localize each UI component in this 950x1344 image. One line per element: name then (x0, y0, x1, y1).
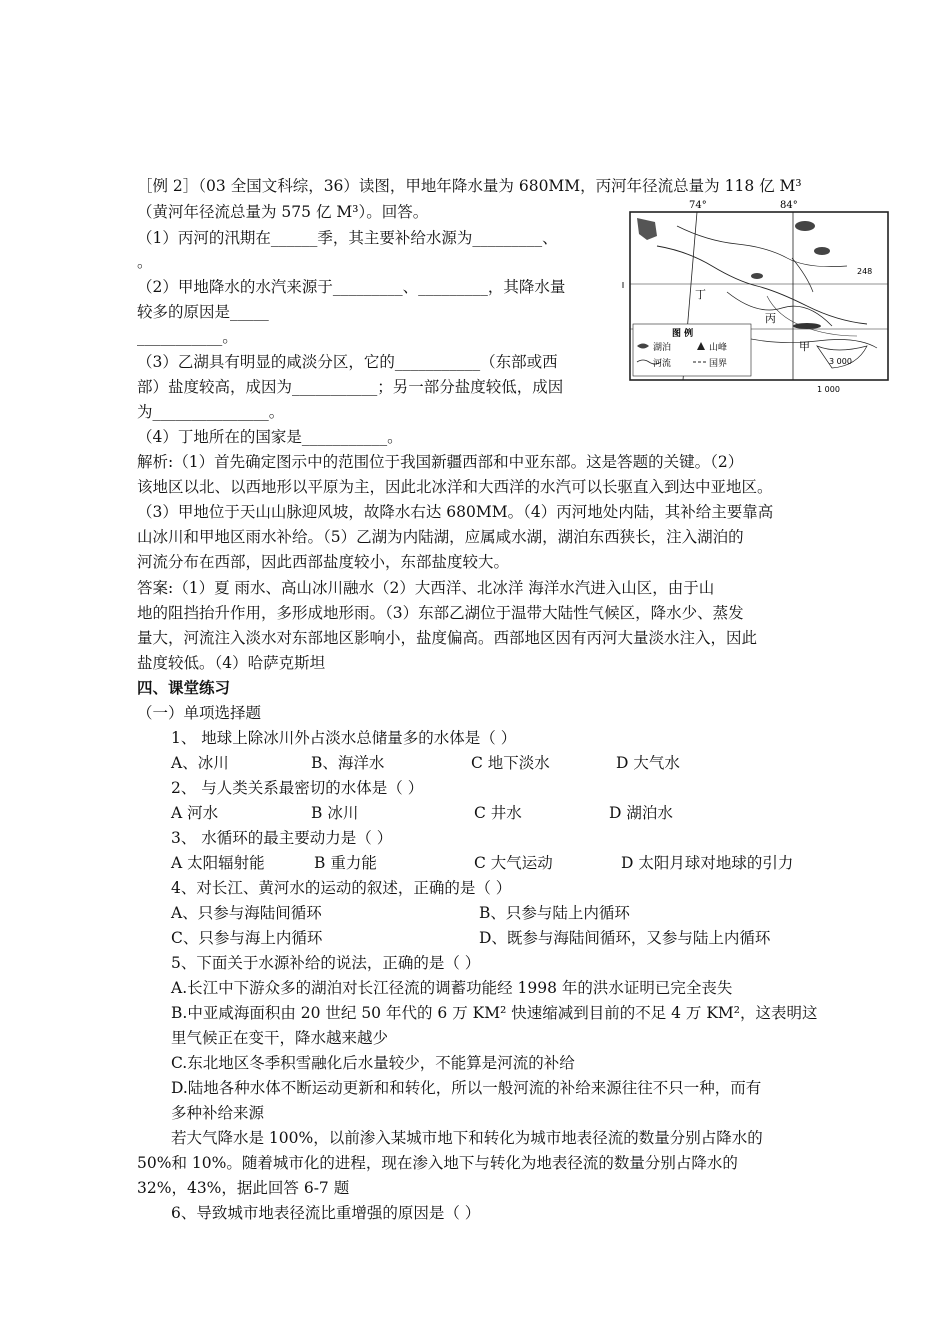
map-figure (617, 196, 892, 396)
q2-option-b: B 冰川 (311, 804, 359, 822)
passage-line-3: 32%，43%，据此回答 6-7 题 (137, 1179, 350, 1197)
analysis-line-5: 河流分布在西部，因此西部盐度较小，东部盐度较大。 (137, 553, 510, 571)
map-label-jia: 甲 (799, 340, 810, 353)
subsection-heading: （一）单项选择题 (137, 704, 262, 722)
example-q1b: 。 (137, 253, 153, 271)
q3-option-a: A 太阳辐射能 (171, 854, 265, 872)
question-6: 6、导致城市地表径流比重增强的原因是（ ） (171, 1204, 481, 1222)
example-q3b: 部）盐度较高，成因为___________；另一部分盐度较低，成因 (137, 378, 564, 396)
q5-option-b-line-1: B.中亚咸海面积由 20 世纪 50 年代的 6 万 KM² 快速缩减到目前的不足 4 万 KM²，这表明这 (171, 1004, 818, 1022)
answer-line-4: 盐度较低。（4）哈萨克斯坦 (137, 654, 326, 672)
analysis-line-1: 解析:（1）首先确定图示中的范围位于我国新疆西部和中亚东部。这是答题的关键。（2） (137, 453, 744, 471)
answer-line-2: 地的阻挡抬升作用，多形成地形雨。（3）东部乙湖位于温带大陆性气候区，降水少、蒸发 (137, 604, 744, 622)
q5-option-d-line-2: 多种补给来源 (171, 1104, 265, 1122)
question-1: 1、 地球上除冰川外占淡水总储量多的水体是（ ） (171, 729, 517, 747)
q3-option-d: D 太阳月球对地球的引力 (621, 854, 794, 872)
example-line-1: ［例 2］（03 全国文科综，36）读图，甲地年降水量为 680MM，丙河年径流总量为 118 亿 M³ (137, 177, 802, 195)
q2-option-a: A 河水 (171, 804, 219, 822)
map-lon-84: 84° (780, 200, 798, 211)
section-heading: 四、课堂练习 (137, 679, 231, 697)
q4-option-c: C、只参与海上内循环 (171, 929, 323, 947)
map-peak-248: 248 (857, 267, 873, 276)
example-q3c: 为_______________。 (137, 403, 285, 421)
example-q2b: 较多的原因是_____ (137, 303, 269, 321)
q1-option-d: D 大气水 (616, 754, 680, 772)
example-q4: （4）丁地所在的国家是___________。 (137, 428, 403, 446)
map-legend-title: 图 例 (672, 329, 694, 339)
passage-line-2: 50%和 10%。随着城市化的进程，现在渗入地下与转化为地表径流的数量分别占降水的 (137, 1154, 738, 1172)
example-line-2: （黄河年径流总量为 575 亿 M³）。回答。 (137, 203, 429, 221)
question-4: 4、对长江、黄河水的运动的叙述，正确的是（ ） (171, 879, 512, 897)
example-q2: （2）甲地降水的水汽来源于_________、_________，其降水量 (137, 278, 566, 296)
q4-option-d: D、既参与海陆间循环，又参与陆上内循环 (479, 929, 771, 947)
map-contour-3000: 3 000 (829, 357, 852, 366)
answer-line-3: 量大，河流注入淡水对东部地区影响小，盐度偏高。西部地区因有丙河大量淡水注入，因此 (137, 629, 758, 647)
question-5: 5、下面关于水源补给的说法，正确的是（ ） (171, 954, 481, 972)
map-legend-border: 国界 (709, 359, 728, 369)
q4-option-b: B、只参与陆上内循环 (479, 904, 630, 922)
analysis-line-2: 该地区以北、以西地形以平原为主，因此北冰洋和大西洋的水汽可以长驱直入到达中亚地区。 (137, 478, 773, 496)
question-2: 2、 与人类关系最密切的水体是（ ） (171, 779, 424, 797)
q5-option-b-line-2: 里气候正在变干，降水越来越少 (171, 1029, 389, 1047)
map-legend-peak: 山峰 (709, 343, 728, 353)
question-3: 3、 水循环的最主要动力是（ ） (171, 829, 393, 847)
example-q1: （1）丙河的汛期在______季，其主要补给水源为_________、 (137, 229, 558, 247)
q1-option-a: A、冰川 (171, 754, 229, 772)
analysis-line-4: 山冰川和甲地区雨水补给。（5）乙湖为内陆湖，应属咸水湖，湖泊东西狭长，注入湖泊的 (137, 528, 744, 546)
map-label-bing: 丙 (765, 312, 776, 325)
q3-option-c: C 大气运动 (474, 854, 553, 872)
q4-option-a: A、只参与海陆间循环 (171, 904, 322, 922)
q2-option-c: C 井水 (474, 804, 522, 822)
q5-option-c: C.东北地区冬季积雪融化后水量较少，不能算是河流的补给 (171, 1054, 575, 1072)
map-lon-74: 74° (689, 200, 707, 211)
q5-option-a: A.长江中下游众多的湖泊对长江径流的调蓄功能经 1998 年的洪水证明已完全丧失 (171, 979, 733, 997)
answer-line-1: 答案:（1）夏 雨水、高山冰川融水（2）大西洋、北冰洋 海洋水汽进入山区，由于山 (137, 579, 715, 597)
passage-line-1: 若大气降水是 100%，以前渗入某城市地下和转化为城市地表径流的数量分别占降水的 (171, 1129, 763, 1147)
map-legend-river: 河流 (653, 359, 672, 369)
map-contour-1000: 1 000 (817, 385, 840, 394)
map-label-ding: 丁 (695, 288, 706, 301)
q3-option-b: B 重力能 (314, 854, 377, 872)
example-q3: （3）乙湖具有明显的咸淡分区，它的___________（东部或西 (137, 353, 558, 371)
map-legend-lake: 湖泊 (653, 343, 672, 353)
q1-option-b: B、海洋水 (311, 754, 385, 772)
q2-option-d: D 湖泊水 (609, 804, 673, 822)
q1-option-c: C 地下淡水 (471, 754, 550, 772)
analysis-line-3: （3）甲地位于天山山脉迎风坡，故降水右达 680MM。（4）丙河地处内陆，其补给主要靠高 (137, 503, 774, 521)
q5-option-d-line-1: D.陆地各种水体不断运动更新和和转化，所以一般河流的补给来源往往不只一种，而有 (171, 1079, 762, 1097)
example-q2c: ___________。 (137, 328, 238, 346)
